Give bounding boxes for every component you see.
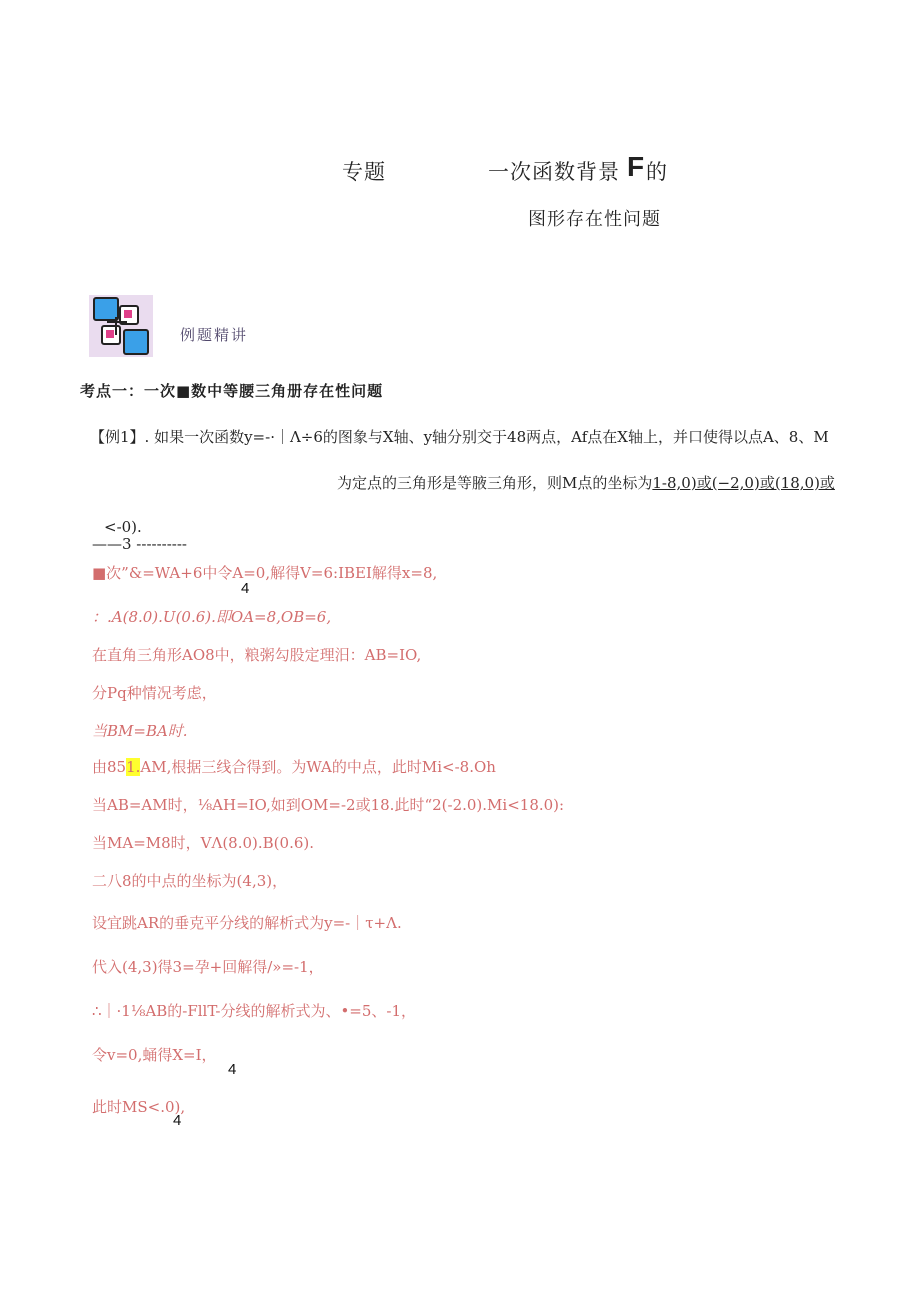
title-big-letter: F (627, 151, 645, 182)
title-part2: 一次函数背景 (488, 160, 620, 184)
example-line2-prefix: 为定点的三角形是等腋三角形，则M点的坐标为 (337, 474, 653, 492)
solution-line6-post: AM,根据三线合得到。为WA的中点，此时Mi<-8.Oh (140, 758, 496, 776)
solution-line11: 代入(4,3)得3=孕+回解得/»=-1， (92, 958, 324, 976)
kaodian-heading: 考点一：一次■数中等腰三角册存在性问题 (80, 382, 384, 400)
solution-line8: 当MA=M8时，VΛ(8.0).B(0.6). (92, 834, 315, 852)
solution-line5: 当BM=BA时. (92, 722, 188, 740)
solution-line12: ∴｜·1⅛AB的-FllT-分线的解析式为、•=5、-1， (92, 1002, 417, 1020)
title-line2: 图形存在性问题 (528, 209, 661, 230)
solution-line10: 设宜跳AR的垂克平分线的解析式为y=-｜τ+Λ. (92, 914, 402, 932)
solution-line6 (92, 756, 496, 777)
example-section-icon (89, 295, 153, 357)
solution-line6-pre: 由85 (92, 758, 127, 776)
solution-line9: 二八8的中点的坐标为(4,3)， (92, 872, 288, 890)
example-line4: ——3 ---------- (92, 535, 187, 553)
solution-line14-sub: 4 (173, 1112, 182, 1129)
solution-line1-sub: 4 (241, 580, 250, 597)
solution-line4: 分Pq种情况考虑， (92, 684, 217, 702)
solution-line13-sub: 4 (228, 1061, 237, 1078)
example-answer: 1-8,0)或(−2,0)或(18,0)或 (652, 474, 835, 492)
solution-line7: 当AB=AM时，⅛AH=IO,如到OM=-2或18.此时“2(-2.0).Mi<18.0): (92, 796, 565, 814)
title-part3: 的 (646, 160, 668, 184)
example-line2 (337, 472, 835, 493)
title-part1: 专题 (342, 160, 386, 184)
section-label: 例题精讲 (180, 326, 249, 344)
solution-line1: ■次”&=WA+6中令A=0,解得V=6:IBEI解得x=8, (92, 564, 438, 582)
solution-line13: 令v=0,蛹得X=I， (92, 1046, 217, 1064)
example-line3: <-0). (104, 518, 142, 536)
solution-line14: 此时MS<.0), (92, 1098, 186, 1116)
solution-line3: 在直角三角形AO8中，粮粥勾股定理汨：AB=IO, (92, 646, 422, 664)
example-line1: 【例1】. 如果一次函数y=-·｜Λ÷6的图象与X轴、y轴分别交于48两点，Af点在X轴上，并口使得以点A、8、M (90, 428, 829, 446)
solution-line2: ：.A(8.0).U(0.6).即OA=8,OB=6, (92, 608, 332, 626)
solution-highlight: 1. (126, 758, 141, 776)
